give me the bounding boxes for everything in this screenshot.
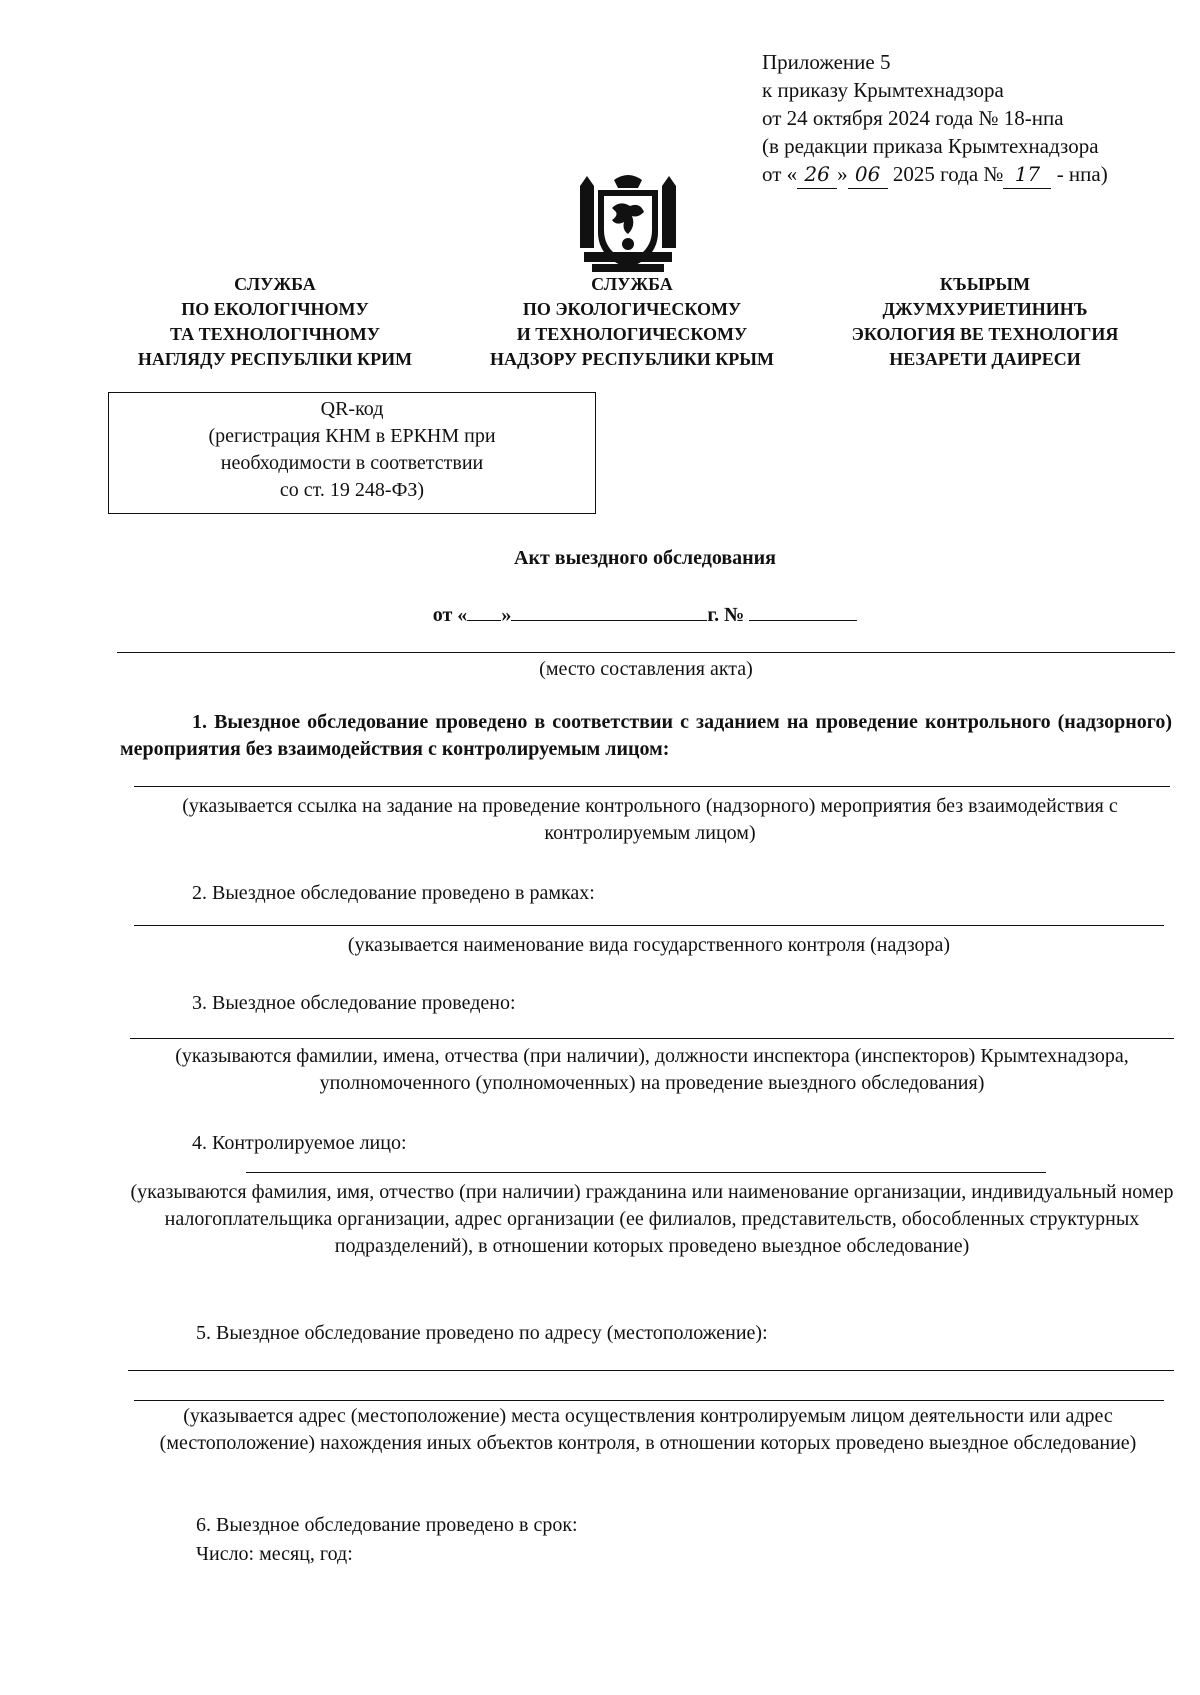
section-5-caption: (указывается адрес (местоположение) места осуществления контролируемым лицом деятельности или адрес (местоположение) нахождения иных объектов контроля, в отношении которых проведено выездное обследование) [159, 1405, 1137, 1454]
act-date-line [120, 602, 1170, 627]
appendix-block [762, 48, 1108, 189]
org-line: ПО ЕКОЛОГІЧНОМУ [181, 299, 369, 319]
place-blank-line[interactable] [117, 652, 1175, 653]
org-line: И ТЕХНОЛОГИЧЕСКОМУ [516, 324, 748, 344]
qr-box-line: (регистрация КНМ в ЕРКНМ при [208, 425, 496, 447]
revision-year: 2025 года № [887, 162, 1004, 186]
org-line: СЛУЖБА [234, 274, 316, 294]
section-6-text: 6. Выездное обследование проведено в срок: [196, 1514, 578, 1536]
document-title: Акт выездного обследования [514, 547, 776, 569]
org-line: ТА ТЕХНОЛОГІЧНОМУ [169, 324, 380, 344]
org-line: НАДЗОРУ РЕСПУБЛИКИ КРЫМ [490, 349, 774, 369]
revision-prefix: от « [762, 162, 798, 186]
appendix-line: Приложение 5 [762, 50, 891, 74]
org-name-ukrainian [115, 272, 435, 372]
appendix-line: от 24 октября 2024 года № 18-нпа [762, 106, 1064, 130]
section-4-text: 4. Контролируемое лицо: [192, 1132, 407, 1154]
section-5-blank-line-2[interactable] [134, 1400, 1164, 1401]
section-1-blank-line[interactable] [134, 786, 1170, 787]
qr-code-placeholder-box [108, 392, 596, 514]
org-line: ДЖУМХУРИЕТИНИНЪ [882, 299, 1088, 319]
section-3-text: 3. Выездное обследование проведено: [192, 992, 516, 1014]
org-name-crimean-tatar [820, 272, 1150, 372]
coat-of-arms-emblem [578, 172, 678, 274]
month-year-blank[interactable] [511, 602, 707, 621]
section-5-blank-line-1[interactable] [128, 1370, 1174, 1371]
section-2-blank-line[interactable] [134, 925, 1164, 926]
day-blank[interactable] [467, 602, 501, 621]
org-line: СЛУЖБА [591, 274, 673, 294]
date-quote: » [501, 604, 512, 626]
handwritten-number: 17 [1003, 160, 1051, 189]
section-2-text: 2. Выездное обследование проведено в рамках: [192, 882, 595, 904]
appendix-line: (в редакции приказа Крымтехнадзора [762, 134, 1099, 158]
revision-quote: » [837, 162, 848, 186]
qr-box-line: со ст. 19 248-ФЗ) [279, 479, 425, 501]
org-line: КЪЫРЫМ [939, 274, 1031, 294]
section-3-blank-line[interactable] [130, 1038, 1174, 1039]
org-line: НЕЗАРЕТИ ДАИРЕСИ [889, 349, 1081, 369]
section-1-caption: (указывается ссылка на задание на проведение контрольного (надзорного) мероприятия без взаимодействия с контролируемым лицом) [182, 795, 1118, 844]
year-number-label: г. № [707, 604, 745, 626]
handwritten-month: 06 [848, 160, 888, 189]
org-line: НАГЛЯДУ РЕСПУБЛІКИ КРИМ [137, 349, 413, 369]
section-6-date-label: Число: месяц, год: [196, 1543, 353, 1565]
section-2-caption: (указывается наименование вида государственного контроля (надзора) [347, 934, 951, 956]
date-prefix: от « [432, 604, 468, 626]
section-4-blank-line[interactable] [246, 1172, 1046, 1173]
org-line: ЭКОЛОГИЯ ВЕ ТЕХНОЛОГИЯ [851, 324, 1119, 344]
section-1-text: 1. Выездное обследование проведено в соответствии с заданием на проведение контрольного (надзорного) мероприятия без взаимодействия с контролируемым лицом: [120, 711, 1172, 760]
section-5-text: 5. Выездное обследование проведено по адресу (местоположение): [196, 1322, 768, 1344]
org-name-russian [462, 272, 802, 372]
revision-suffix: - нпа) [1051, 162, 1108, 186]
qr-box-line: QR-код [320, 398, 384, 420]
section-3-caption: (указываются фамилии, имена, отчества (при наличии), должности инспектора (инспекторов) Крымтехнадзора, уполномоченного (уполномоченных) на проведение выездного обследования) [175, 1045, 1129, 1094]
appendix-line: к приказу Крымтехнадзора [762, 78, 1004, 102]
qr-box-line: необходимости в соответствии [220, 452, 484, 474]
org-line: ПО ЭКОЛОГИЧЕСКОМУ [522, 299, 742, 319]
place-caption: (место составления акта) [539, 658, 753, 680]
act-number-blank[interactable] [749, 602, 857, 621]
handwritten-day: 26 [797, 160, 837, 189]
section-4-caption: (указываются фамилия, имя, отчество (при наличии) гражданина или наименование организации, индивидуальный номер налогоплательщика организации, адрес организации (ее филиалов, представительств, обособленных структурных подразделений), в отношении которых проведено выездное обследование) [130, 1181, 1174, 1257]
appendix-revision-line [762, 160, 1108, 189]
